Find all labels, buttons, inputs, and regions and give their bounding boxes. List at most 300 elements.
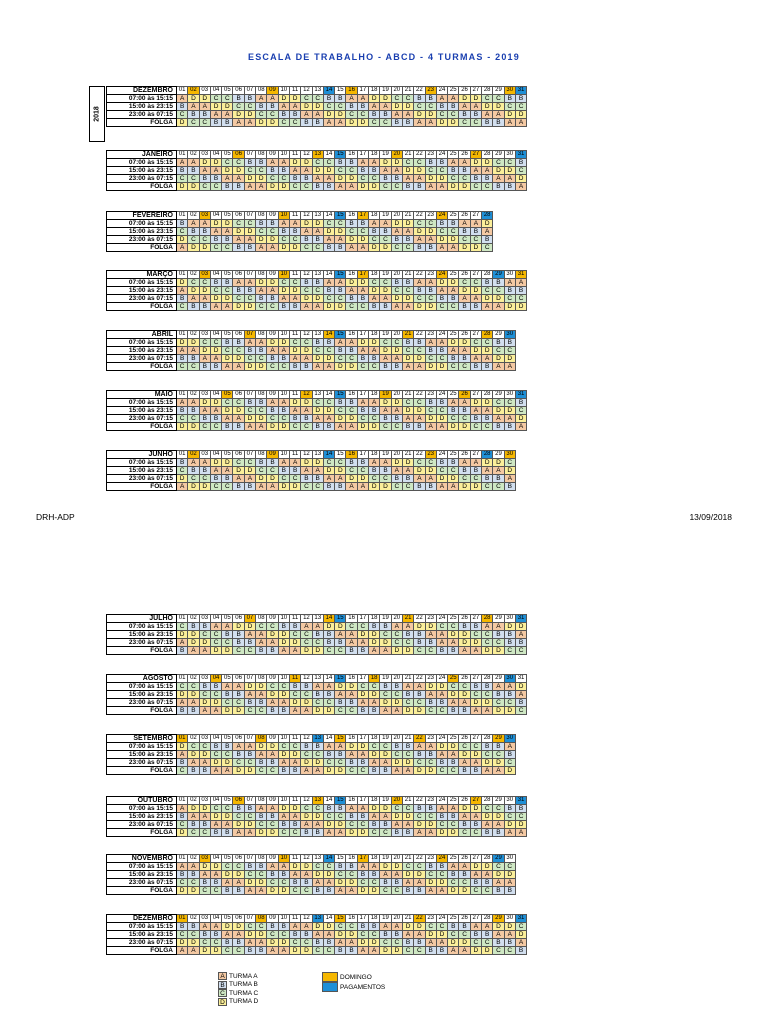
shift-cell: A xyxy=(448,639,459,647)
day-number: 22 xyxy=(414,151,425,159)
day-number: 30 xyxy=(504,391,515,399)
year-label-box xyxy=(89,86,105,142)
shift-cell: B xyxy=(199,623,210,631)
shift-cell: A xyxy=(380,459,391,467)
shift-cell: A xyxy=(493,111,504,119)
shift-cell: A xyxy=(289,459,300,467)
shift-cell: B xyxy=(289,175,300,183)
day-number: 29 xyxy=(493,271,504,279)
shift-cell: D xyxy=(414,167,425,175)
shift-cell: C xyxy=(459,683,470,691)
shift-cell: C xyxy=(414,647,425,655)
shift-cell: B xyxy=(267,459,278,467)
shift-cell: D xyxy=(233,467,244,475)
shift-cell: C xyxy=(504,159,515,167)
shift-cell: C xyxy=(278,415,289,423)
shift-cell: D xyxy=(436,119,447,127)
shift-cell: C xyxy=(335,459,346,467)
day-number: 11 xyxy=(289,451,300,459)
shift-cell: B xyxy=(482,175,493,183)
shift-label: 23:00 às 07:15 xyxy=(107,295,177,303)
shift-cell: A xyxy=(369,159,380,167)
shift-cell: D xyxy=(177,119,188,127)
shift-cell: C xyxy=(357,303,368,311)
day-number: 23 xyxy=(425,87,436,95)
shift-cell: D xyxy=(312,355,323,363)
shift-cell: C xyxy=(425,647,436,655)
shift-cell: D xyxy=(414,707,425,715)
shift-cell: D xyxy=(256,879,267,887)
shift-cell: C xyxy=(188,279,199,287)
shift-cell: A xyxy=(436,423,447,431)
shift-cell: D xyxy=(470,483,481,491)
shift-cell: B xyxy=(414,423,425,431)
shift-cell: B xyxy=(414,244,425,252)
shift-cell: A xyxy=(301,407,312,415)
day-number: 01 xyxy=(177,391,188,399)
shift-cell: C xyxy=(470,119,481,127)
day-number: 15 xyxy=(335,212,346,220)
shift-cell: D xyxy=(515,931,526,939)
shift-cell: C xyxy=(244,459,255,467)
shift-cell: B xyxy=(369,923,380,931)
shift-cell: A xyxy=(188,159,199,167)
shift-cell: C xyxy=(301,244,312,252)
shift-cell: C xyxy=(301,483,312,491)
shift-cell: D xyxy=(459,423,470,431)
shift-cell: A xyxy=(459,699,470,707)
day-number: 08 xyxy=(256,451,267,459)
shift-cell: A xyxy=(402,111,413,119)
shift-cell: A xyxy=(391,821,402,829)
shift-cell: A xyxy=(256,691,267,699)
shift-cell: B xyxy=(493,475,504,483)
day-number: 06 xyxy=(233,451,244,459)
shift-cell: A xyxy=(357,287,368,295)
shift-cell: C xyxy=(470,279,481,287)
shift-cell: B xyxy=(414,887,425,895)
shift-cell: D xyxy=(402,220,413,228)
shift-cell: D xyxy=(335,228,346,236)
shift-cell: C xyxy=(504,813,515,821)
legend-row xyxy=(322,982,385,992)
shift-cell: B xyxy=(380,767,391,775)
day-number: 26 xyxy=(459,87,470,95)
shift-cell: B xyxy=(278,923,289,931)
legend-label: TURMA A xyxy=(229,972,258,980)
shift-cell: A xyxy=(402,363,413,371)
shift-cell: A xyxy=(323,363,334,371)
day-number: 10 xyxy=(278,87,289,95)
day-number: 26 xyxy=(459,391,470,399)
shift-cell: D xyxy=(402,647,413,655)
shift-cell: D xyxy=(402,295,413,303)
day-number: 21 xyxy=(402,915,413,923)
day-number: 14 xyxy=(323,271,334,279)
shift-cell: C xyxy=(346,707,357,715)
shift-cell: B xyxy=(414,339,425,347)
shift-cell: A xyxy=(459,103,470,111)
shift-cell: B xyxy=(369,767,380,775)
shift-cell: A xyxy=(312,303,323,311)
shift-cell: C xyxy=(312,399,323,407)
day-number: 24 xyxy=(436,331,447,339)
shift-cell: D xyxy=(210,103,221,111)
shift-cell: C xyxy=(335,355,346,363)
shift-cell: D xyxy=(210,759,221,767)
month-block xyxy=(106,390,527,431)
shift-cell: A xyxy=(177,159,188,167)
shift-cell: A xyxy=(425,887,436,895)
shift-cell: C xyxy=(335,759,346,767)
shift-cell: D xyxy=(402,759,413,767)
day-number: 20 xyxy=(391,87,402,95)
shift-cell: A xyxy=(222,228,233,236)
shift-cell: B xyxy=(210,931,221,939)
shift-label: FOLGA xyxy=(107,363,177,371)
shift-cell: B xyxy=(448,220,459,228)
shift-cell: C xyxy=(504,863,515,871)
shift-cell: C xyxy=(448,931,459,939)
shift-cell: B xyxy=(312,119,323,127)
shift-cell: D xyxy=(256,279,267,287)
shift-cell: B xyxy=(482,236,493,244)
shift-cell: C xyxy=(391,887,402,895)
shift-cell: C xyxy=(504,347,515,355)
shift-cell: C xyxy=(222,699,233,707)
day-number: 28 xyxy=(482,735,493,743)
day-number: 14 xyxy=(323,855,334,863)
shift-cell: B xyxy=(504,287,515,295)
shift-cell: B xyxy=(244,805,255,813)
shift-cell: B xyxy=(289,821,300,829)
shift-cell: D xyxy=(256,119,267,127)
shift-cell: D xyxy=(448,631,459,639)
shift-cell: D xyxy=(267,236,278,244)
shift-cell: D xyxy=(199,347,210,355)
shift-cell: C xyxy=(199,887,210,895)
shift-cell: D xyxy=(199,399,210,407)
shift-cell: C xyxy=(301,691,312,699)
shift-cell: B xyxy=(301,119,312,127)
day-number: 10 xyxy=(278,675,289,683)
shift-cell: D xyxy=(312,220,323,228)
shift-cell: C xyxy=(414,347,425,355)
shift-cell: B xyxy=(177,167,188,175)
shift-cell: A xyxy=(323,175,334,183)
shift-cell: D xyxy=(391,399,402,407)
shift-cell: C xyxy=(267,303,278,311)
shift-cell: B xyxy=(448,759,459,767)
day-number: 12 xyxy=(301,212,312,220)
shift-cell: D xyxy=(391,813,402,821)
shift-cell: B xyxy=(278,707,289,715)
shift-cell: D xyxy=(369,95,380,103)
shift-cell: A xyxy=(414,475,425,483)
month-table xyxy=(106,854,516,895)
shift-cell: B xyxy=(459,228,470,236)
month-name: OUTUBRO xyxy=(107,797,177,805)
shift-cell: C xyxy=(391,691,402,699)
shift-cell: D xyxy=(369,691,380,699)
shift-cell: C xyxy=(199,279,210,287)
month-table xyxy=(106,614,527,655)
shift-cell: C xyxy=(244,295,255,303)
shift-cell: D xyxy=(188,751,199,759)
shift-cell: A xyxy=(436,183,447,191)
day-number: 21 xyxy=(402,855,413,863)
shift-cell: A xyxy=(436,244,447,252)
shift-cell: A xyxy=(425,743,436,751)
shift-cell: A xyxy=(222,111,233,119)
shift-cell: A xyxy=(357,244,368,252)
shift-cell: C xyxy=(436,167,447,175)
shift-cell: C xyxy=(369,236,380,244)
shift-cell: D xyxy=(482,295,493,303)
shift-cell: D xyxy=(470,751,481,759)
shift-cell: B xyxy=(414,95,425,103)
shift-cell: B xyxy=(402,691,413,699)
shift-cell: A xyxy=(380,871,391,879)
shift-cell: C xyxy=(402,287,413,295)
day-number: 29 xyxy=(493,615,504,623)
shift-cell: D xyxy=(335,111,346,119)
shift-cell: C xyxy=(233,759,244,767)
shift-cell: C xyxy=(436,355,447,363)
shift-cell: D xyxy=(278,183,289,191)
day-number: 15 xyxy=(335,615,346,623)
shift-cell: A xyxy=(380,923,391,931)
shift-cell: D xyxy=(312,103,323,111)
shift-cell: C xyxy=(504,759,515,767)
shift-cell: B xyxy=(414,751,425,759)
shift-cell: A xyxy=(380,647,391,655)
shift-cell: D xyxy=(312,813,323,821)
day-number: 11 xyxy=(289,797,300,805)
shift-cell: A xyxy=(335,887,346,895)
shift-cell: D xyxy=(459,939,470,947)
day-number: 07 xyxy=(244,855,255,863)
shift-cell: C xyxy=(256,355,267,363)
shift-cell: C xyxy=(448,821,459,829)
shift-cell: B xyxy=(391,119,402,127)
shift-cell: D xyxy=(459,287,470,295)
shift-label: 15:00 às 23:15 xyxy=(107,287,177,295)
shift-cell: A xyxy=(256,939,267,947)
day-number: 24 xyxy=(436,855,447,863)
shift-cell: B xyxy=(199,363,210,371)
day-number: 30 xyxy=(504,797,515,805)
shift-cell: B xyxy=(267,295,278,303)
shift-cell: C xyxy=(357,683,368,691)
day-number: 04 xyxy=(210,915,221,923)
shift-cell: A xyxy=(493,683,504,691)
shift-cell: D xyxy=(267,691,278,699)
shift-cell: B xyxy=(346,159,357,167)
shift-cell: B xyxy=(357,355,368,363)
shift-cell: B xyxy=(244,639,255,647)
shift-cell: D xyxy=(369,339,380,347)
shift-cell: B xyxy=(256,459,267,467)
day-number: 28 xyxy=(482,331,493,339)
shift-cell: C xyxy=(199,691,210,699)
shift-cell: C xyxy=(380,939,391,947)
shift-cell: A xyxy=(301,467,312,475)
shift-cell: A xyxy=(448,699,459,707)
day-number: 12 xyxy=(301,735,312,743)
shift-cell: B xyxy=(256,399,267,407)
shift-cell: B xyxy=(177,407,188,415)
shift-cell: B xyxy=(425,287,436,295)
day-number: 08 xyxy=(256,271,267,279)
shift-cell: A xyxy=(357,947,368,955)
shift-cell: B xyxy=(335,159,346,167)
shift-cell: D xyxy=(244,879,255,887)
shift-cell: C xyxy=(222,347,233,355)
shift-cell: D xyxy=(289,399,300,407)
day-number: 03 xyxy=(199,271,210,279)
shift-cell: A xyxy=(301,303,312,311)
shift-cell: A xyxy=(222,767,233,775)
shift-cell: B xyxy=(199,303,210,311)
shift-cell: B xyxy=(188,407,199,415)
shift-cell: C xyxy=(289,691,300,699)
day-number: 13 xyxy=(312,615,323,623)
shift-cell: B xyxy=(289,467,300,475)
shift-cell: B xyxy=(177,355,188,363)
shift-cell: D xyxy=(493,647,504,655)
day-number: 10 xyxy=(278,391,289,399)
day-number: 24 xyxy=(436,451,447,459)
month-block xyxy=(106,914,527,955)
day-number: 12 xyxy=(301,87,312,95)
day-number: 30 xyxy=(504,451,515,459)
shift-cell: A xyxy=(402,623,413,631)
shift-cell: D xyxy=(278,287,289,295)
day-number: 08 xyxy=(256,675,267,683)
shift-cell: A xyxy=(436,95,447,103)
day-number: 04 xyxy=(210,675,221,683)
shift-cell: C xyxy=(199,475,210,483)
shift-cell: B xyxy=(369,303,380,311)
day-number: 21 xyxy=(402,212,413,220)
shift-cell: D xyxy=(177,829,188,837)
day-number: 21 xyxy=(402,797,413,805)
shift-cell: C xyxy=(222,863,233,871)
day-number: 04 xyxy=(210,797,221,805)
shift-cell: D xyxy=(244,175,255,183)
shift-cell: B xyxy=(289,303,300,311)
shift-cell: B xyxy=(289,363,300,371)
day-number: 03 xyxy=(199,797,210,805)
shift-cell: A xyxy=(244,279,255,287)
shift-cell: C xyxy=(414,947,425,955)
day-number: 26 xyxy=(459,271,470,279)
day-number: 23 xyxy=(425,212,436,220)
shift-cell: C xyxy=(301,631,312,639)
shift-cell: B xyxy=(267,759,278,767)
day-number: 04 xyxy=(210,615,221,623)
day-number: 24 xyxy=(436,212,447,220)
shift-cell: A xyxy=(380,407,391,415)
shift-cell: A xyxy=(357,639,368,647)
shift-cell: B xyxy=(233,631,244,639)
legend-row xyxy=(322,972,385,982)
shift-cell: C xyxy=(188,119,199,127)
shift-cell: A xyxy=(199,459,210,467)
day-number: 28 xyxy=(482,451,493,459)
shift-cell: B xyxy=(289,683,300,691)
shift-cell: C xyxy=(414,295,425,303)
shift-cell: B xyxy=(346,220,357,228)
shift-cell: A xyxy=(391,167,402,175)
shift-cell: A xyxy=(177,95,188,103)
shift-cell: C xyxy=(289,829,300,837)
shift-cell: B xyxy=(210,363,221,371)
shift-cell: A xyxy=(301,355,312,363)
shift-cell: C xyxy=(244,871,255,879)
shift-cell: A xyxy=(425,236,436,244)
shift-cell: A xyxy=(493,415,504,423)
day-number: 18 xyxy=(369,87,380,95)
shift-cell: A xyxy=(222,415,233,423)
shift-cell: C xyxy=(357,767,368,775)
shift-cell: C xyxy=(504,647,515,655)
shift-cell: C xyxy=(425,759,436,767)
shift-cell: D xyxy=(199,699,210,707)
day-number: 16 xyxy=(346,735,357,743)
shift-cell: A xyxy=(323,119,334,127)
shift-cell: B xyxy=(301,415,312,423)
shift-cell: A xyxy=(470,220,481,228)
day-number: 12 xyxy=(301,915,312,923)
shift-cell: A xyxy=(425,279,436,287)
day-number: 09 xyxy=(267,915,278,923)
shift-cell: A xyxy=(233,829,244,837)
shift-cell: C xyxy=(515,707,526,715)
shift-cell: B xyxy=(323,339,334,347)
shift-cell: A xyxy=(267,287,278,295)
month-name: ABRIL xyxy=(107,331,177,339)
shift-cell: A xyxy=(346,483,357,491)
shift-label: 07:00 às 15:15 xyxy=(107,459,177,467)
shift-cell: B xyxy=(482,475,493,483)
day-number: 11 xyxy=(289,391,300,399)
shift-cell: C xyxy=(402,751,413,759)
shift-cell: A xyxy=(346,339,357,347)
shift-cell: A xyxy=(312,879,323,887)
shift-cell: A xyxy=(346,287,357,295)
shift-cell: D xyxy=(515,623,526,631)
shift-cell: B xyxy=(188,303,199,311)
shift-cell: A xyxy=(380,167,391,175)
shift-cell: A xyxy=(391,467,402,475)
shift-cell: A xyxy=(346,939,357,947)
shift-cell: A xyxy=(346,805,357,813)
shift-cell: D xyxy=(436,363,447,371)
shift-cell: D xyxy=(357,339,368,347)
day-number: 19 xyxy=(380,797,391,805)
shift-cell: D xyxy=(199,159,210,167)
shift-cell: B xyxy=(177,923,188,931)
day-number: 11 xyxy=(289,675,300,683)
day-number: 25 xyxy=(448,331,459,339)
shift-cell: D xyxy=(256,363,267,371)
shift-cell: A xyxy=(233,743,244,751)
shift-cell: A xyxy=(459,399,470,407)
day-number: 19 xyxy=(380,451,391,459)
shift-cell: D xyxy=(177,183,188,191)
